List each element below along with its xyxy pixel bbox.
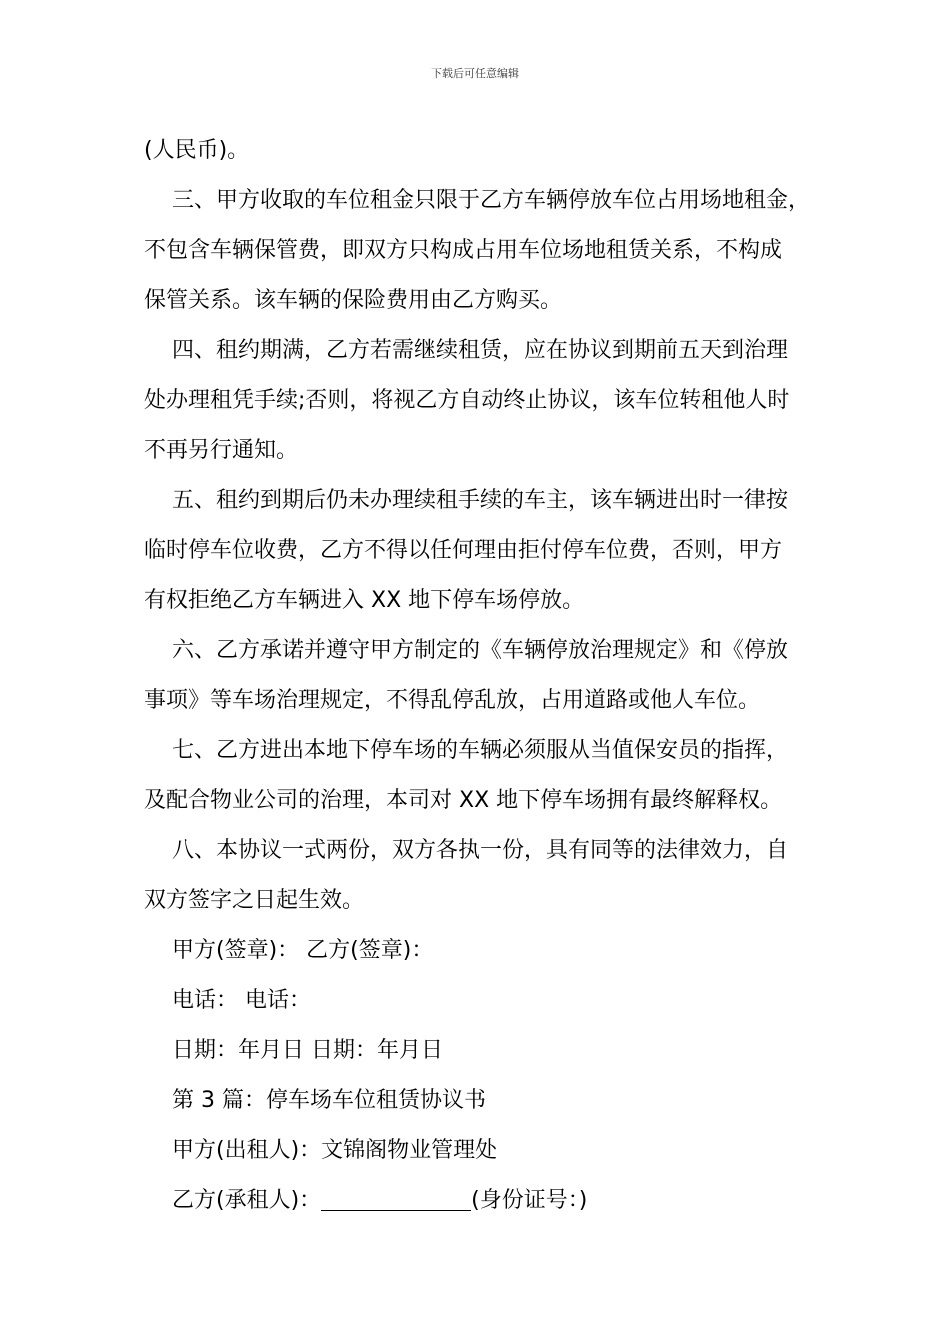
text-line: 临时停车位收费，乙方不得以任何理由拒付停车位费，否则，甲方 bbox=[144, 538, 783, 563]
text-line: 处办理租凭手续;否则，将视乙方自动终止协议，该车位转租他人时 bbox=[144, 388, 790, 413]
signature-line: 甲方(签章)： 乙方(签章)： bbox=[172, 938, 434, 963]
clause-3: 三、甲方收取的车位租金只限于乙方车辆停放车位占用场地租金， bbox=[172, 188, 811, 213]
text-line: 不再另行通知。 bbox=[144, 438, 299, 463]
lessor-line: 甲方(出租人)：文锦阁物业管理处 bbox=[172, 1138, 498, 1163]
lessee-label: 乙方(承租人)： bbox=[172, 1188, 322, 1213]
text-line: (人民币)。 bbox=[144, 138, 250, 163]
phone-line: 电话： 电话： bbox=[172, 988, 311, 1013]
clause-5: 五、租约到期后仍未办理续租手续的车主，该车辆进出时一律按 bbox=[172, 488, 789, 513]
section-heading: 第 3 篇：停车场车位租赁协议书 bbox=[172, 1088, 486, 1113]
document-body bbox=[144, 126, 814, 1226]
text-line: 及配合物业公司的治理，本司对 XX 地下停车场拥有最终解释权。 bbox=[144, 788, 783, 813]
text-line: 保管关系。该车辆的保险费用由乙方购买。 bbox=[144, 288, 563, 313]
id-number-label: (身份证号：) bbox=[471, 1188, 588, 1213]
date-line: 日期：年月日 日期：年月日 bbox=[172, 1038, 443, 1063]
lessee-line bbox=[144, 1176, 814, 1226]
clause-7: 七、乙方进出本地下停车场的车辆必须服从当值保安员的指挥， bbox=[172, 738, 789, 763]
text-line: 不包含车辆保管费，即双方只构成占用车位场地租赁关系，不构成 bbox=[144, 238, 783, 263]
text-line: 双方签字之日起生效。 bbox=[144, 888, 365, 913]
text-line: 事项》等车场治理规定，不得乱停乱放，占用道路或他人车位。 bbox=[144, 688, 761, 713]
clause-4: 四、租约期满，乙方若需继续租赁，应在协议到期前五天到治理 bbox=[172, 338, 789, 363]
text-line: 有权拒绝乙方车辆进入 XX 地下停车场停放。 bbox=[144, 588, 585, 613]
clause-8: 八、本协议一式两份，双方各执一份，具有同等的法律效力，自 bbox=[172, 838, 789, 863]
page-header: 下载后可任意编辑 bbox=[431, 67, 519, 80]
clause-6: 六、乙方承诺并遵守甲方制定的《车辆停放治理规定》和《停放 bbox=[172, 638, 789, 663]
lessee-name-blank bbox=[321, 1186, 471, 1211]
